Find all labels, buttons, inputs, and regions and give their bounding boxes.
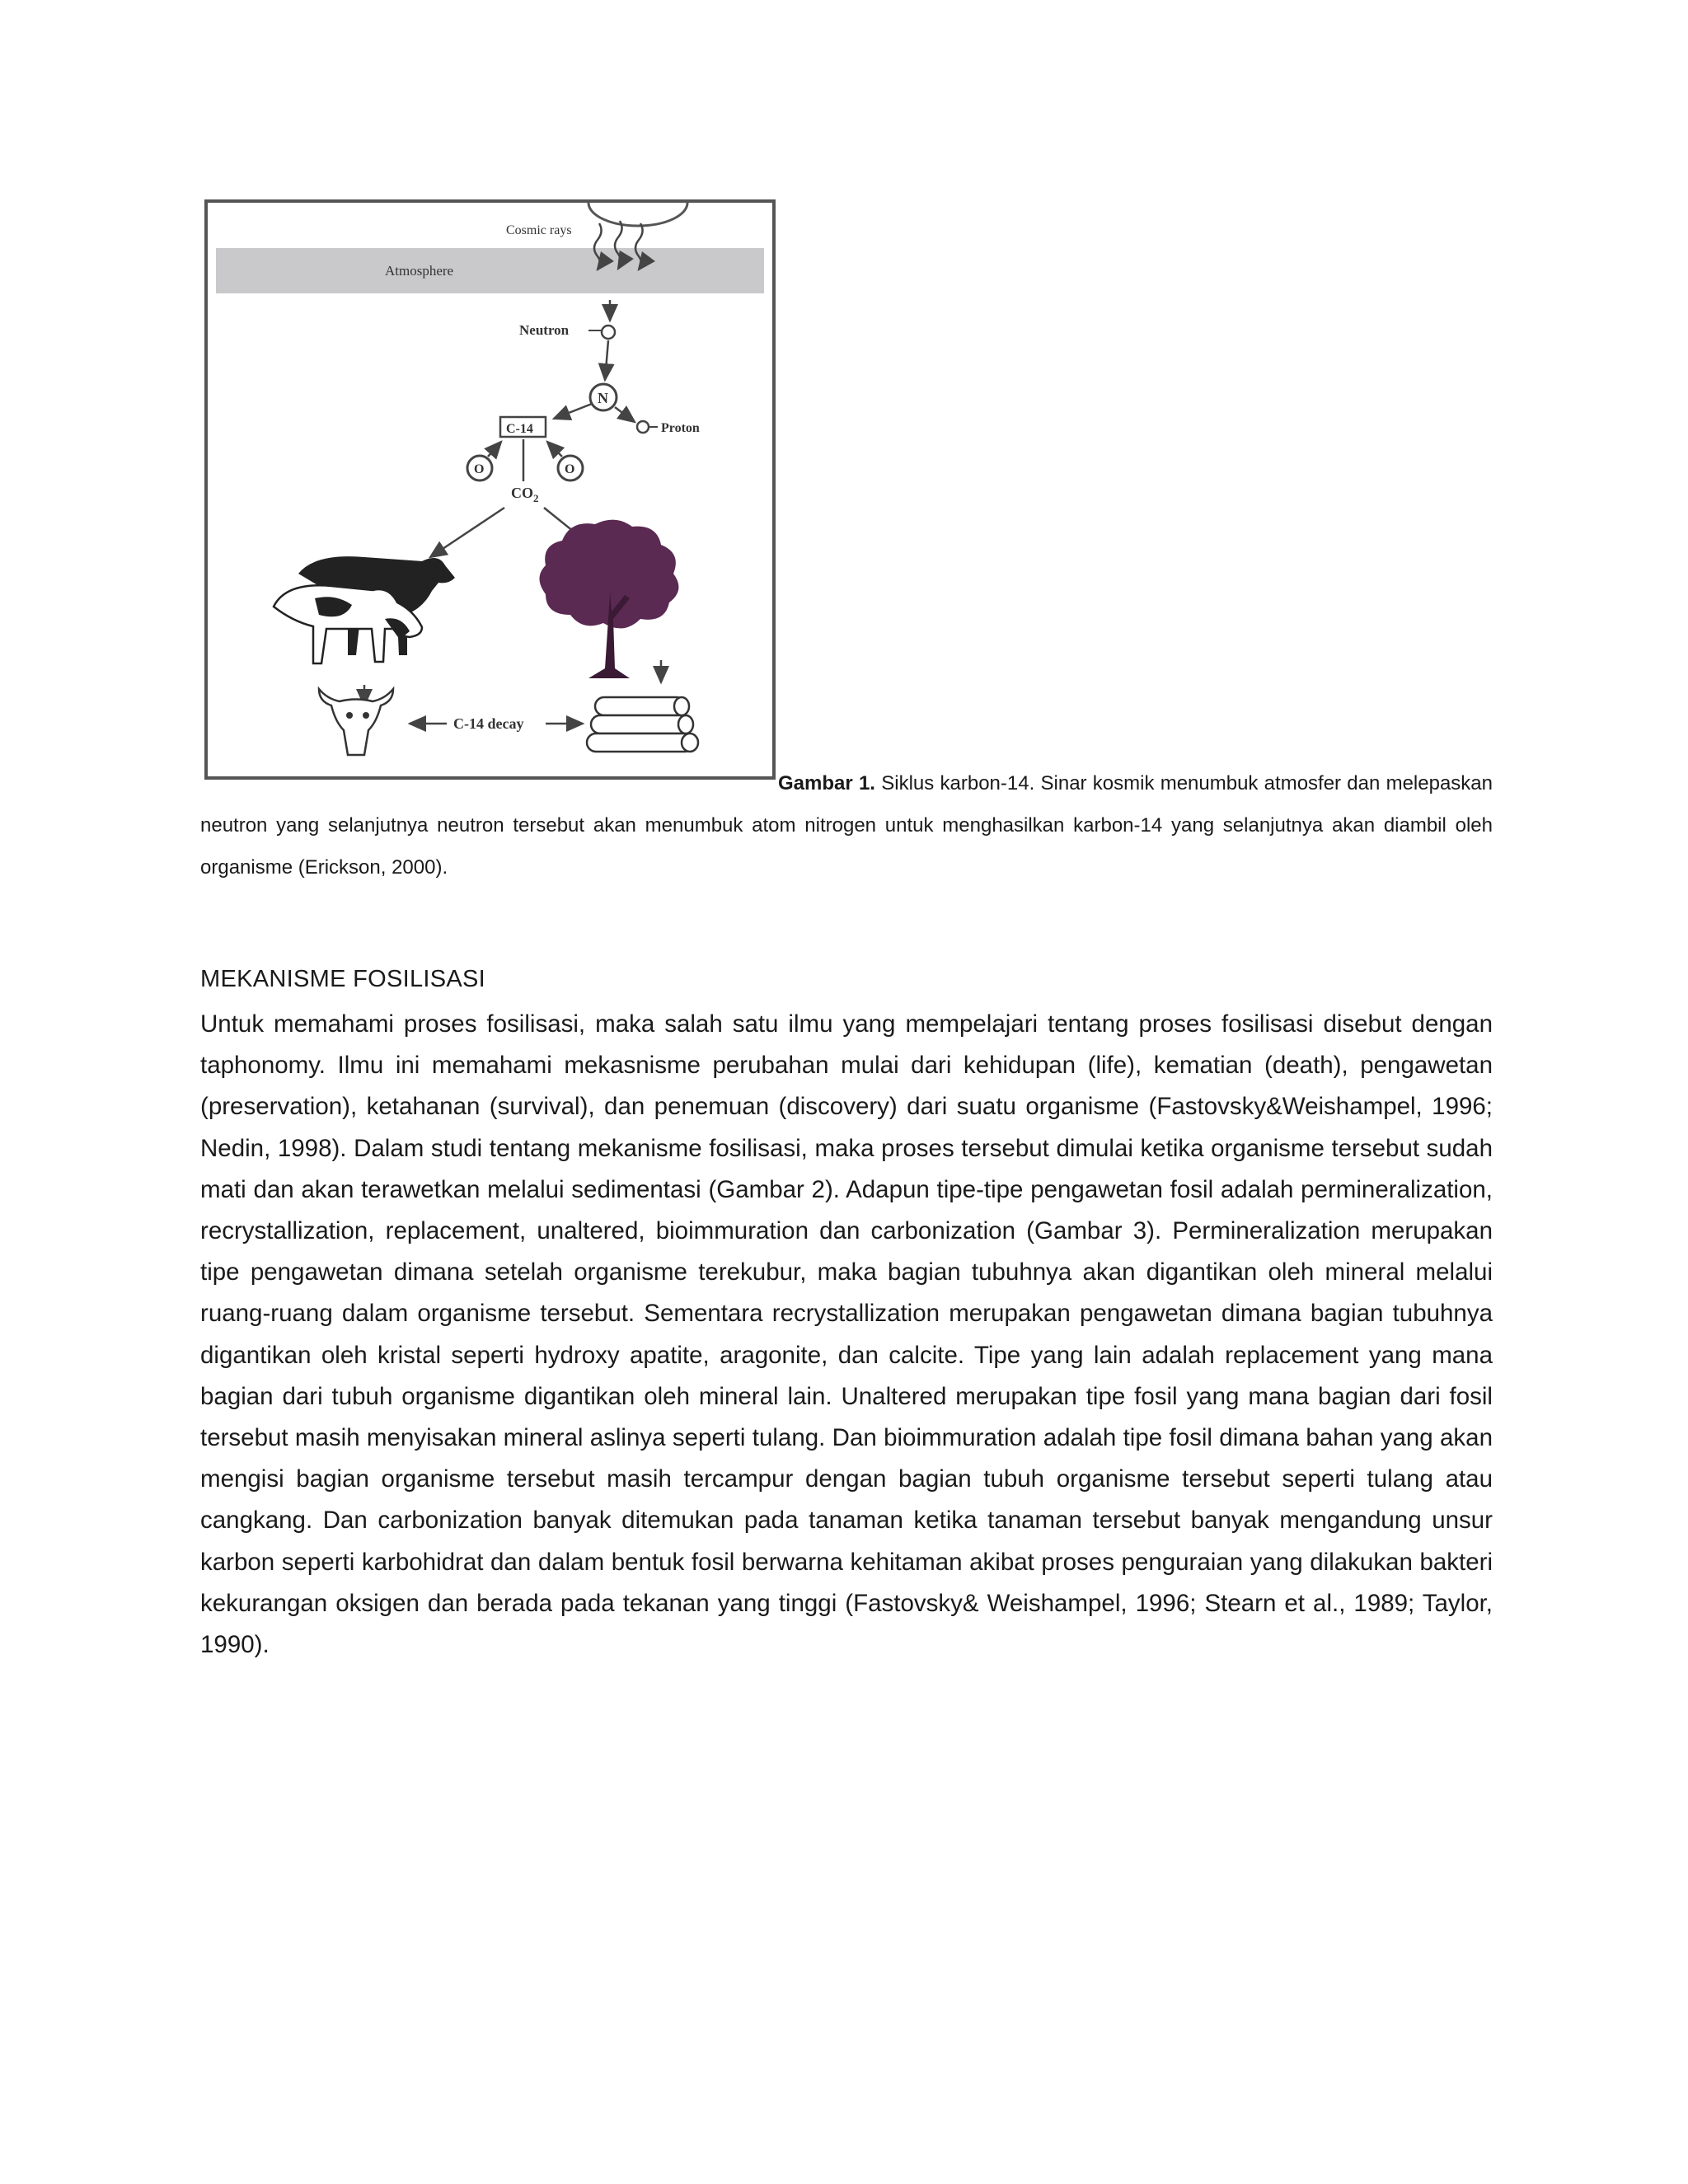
skull-icon bbox=[319, 689, 393, 755]
figure-caption bbox=[200, 762, 1493, 888]
body-paragraph: Untuk memahami proses fosilisasi, maka salah satu ilmu yang mempelajari tentang proses fosilisasi disebut dengan taphonomy. Ilmu ini memahami mekasnisme perubahan mulai dari kehidupan (life), kematian (death), pengawetan (preservation), ketahanan (survival), dan penemuan (discovery) dari suatu organisme (Fastovsky&Weishampel, 1996; Nedin, 1998). Dalam studi tentang mekanisme fosilisasi, maka proses tersebut dimulai ketika organisme tersebut sudah mati dan akan terawetkan melalui sedimentasi (Gambar 2). Adapun tipe-tipe pengawetan fosil adalah permineralization, recrystallization, replacement, unaltered, bioimmuration dan carbonization (Gambar 3). Permineralization merupakan tipe pengawetan dimana setelah organisme terekubur, maka bagian tubuhnya akan digantikan oleh mineral melalui ruang-ruang dalam organisme tersebut. Sementara recrystallization merupakan pengawetan dimana bagian tubuhnya digantikan oleh kristal seperti hydroxy apatite, aragonite, dan calcite. Tipe yang lain adalah replacement yang mana bagian dari tubuh organisme digantikan oleh mineral lain. Unaltered merupakan tipe fosil yang mana bagian dari fosil tersebut masih menyisakan mineral aslinya seperti tulang. Dan bioimmuration adalah tipe fosil dimana bahan yang akan mengisi bagian organisme tersebut masih tercampur dengan bagian tubuh organisme tersebut seperti tulang atau cangkang. Dan carbonization banyak ditemukan pada tanaman ketika tanaman tersebut banyak mengandung unsur karbon seperti karbohidrat dan dalam bentuk fosil berwarna kehitaman akibat proses penguraian yang dilakukan bakteri kekurangan oksigen dan berada pada tekanan yang tinggi (Fastovsky& Weishampel, 1996; Stearn et al., 1989; Taylor, 1990). bbox=[200, 1010, 1493, 1659]
tree-icon bbox=[540, 520, 679, 678]
atmosphere-band bbox=[216, 248, 764, 293]
section-heading: MEKANISME FOSILISASI bbox=[200, 966, 486, 992]
proton-label: Proton bbox=[661, 421, 700, 435]
oxygen-label: O bbox=[474, 462, 485, 476]
carbon-14-cycle-diagram bbox=[208, 203, 772, 776]
cosmic-rays-label: Cosmic rays bbox=[506, 223, 572, 237]
oxygen-label: O bbox=[565, 462, 575, 476]
neutron-label: Neutron bbox=[519, 322, 570, 338]
co2-label: $CO_2$ bbox=[511, 485, 539, 504]
atmosphere-label: Atmosphere bbox=[385, 263, 454, 279]
nitrogen-label: N bbox=[598, 390, 608, 406]
neutron-icon bbox=[602, 326, 615, 339]
carbon-14-cycle-figure bbox=[204, 199, 776, 780]
arrow bbox=[615, 407, 635, 422]
arrow bbox=[488, 442, 501, 457]
arrow bbox=[430, 508, 504, 557]
arrow bbox=[547, 442, 562, 457]
c14-label: C-14 bbox=[506, 422, 533, 436]
sun-icon bbox=[588, 203, 687, 226]
logs-icon bbox=[587, 697, 698, 752]
cow-icon bbox=[274, 556, 455, 663]
c14-decay-label: C-14 decay bbox=[453, 715, 524, 732]
figure-caption-label: Gambar 1. bbox=[778, 772, 875, 794]
proton-icon bbox=[637, 421, 649, 433]
figure-caption-text: Siklus karbon-14. Sinar kosmik menumbuk atmosfer dan melepaskan neutron yang selanjutnya neutron tersebut akan menumbuk atom nitrogen untuk menghasilkan karbon-14 yang selanjutnya akan diambil oleh organisme (Erickson, 2000). bbox=[200, 772, 1493, 879]
arrow bbox=[554, 404, 592, 419]
arrow bbox=[605, 340, 608, 380]
